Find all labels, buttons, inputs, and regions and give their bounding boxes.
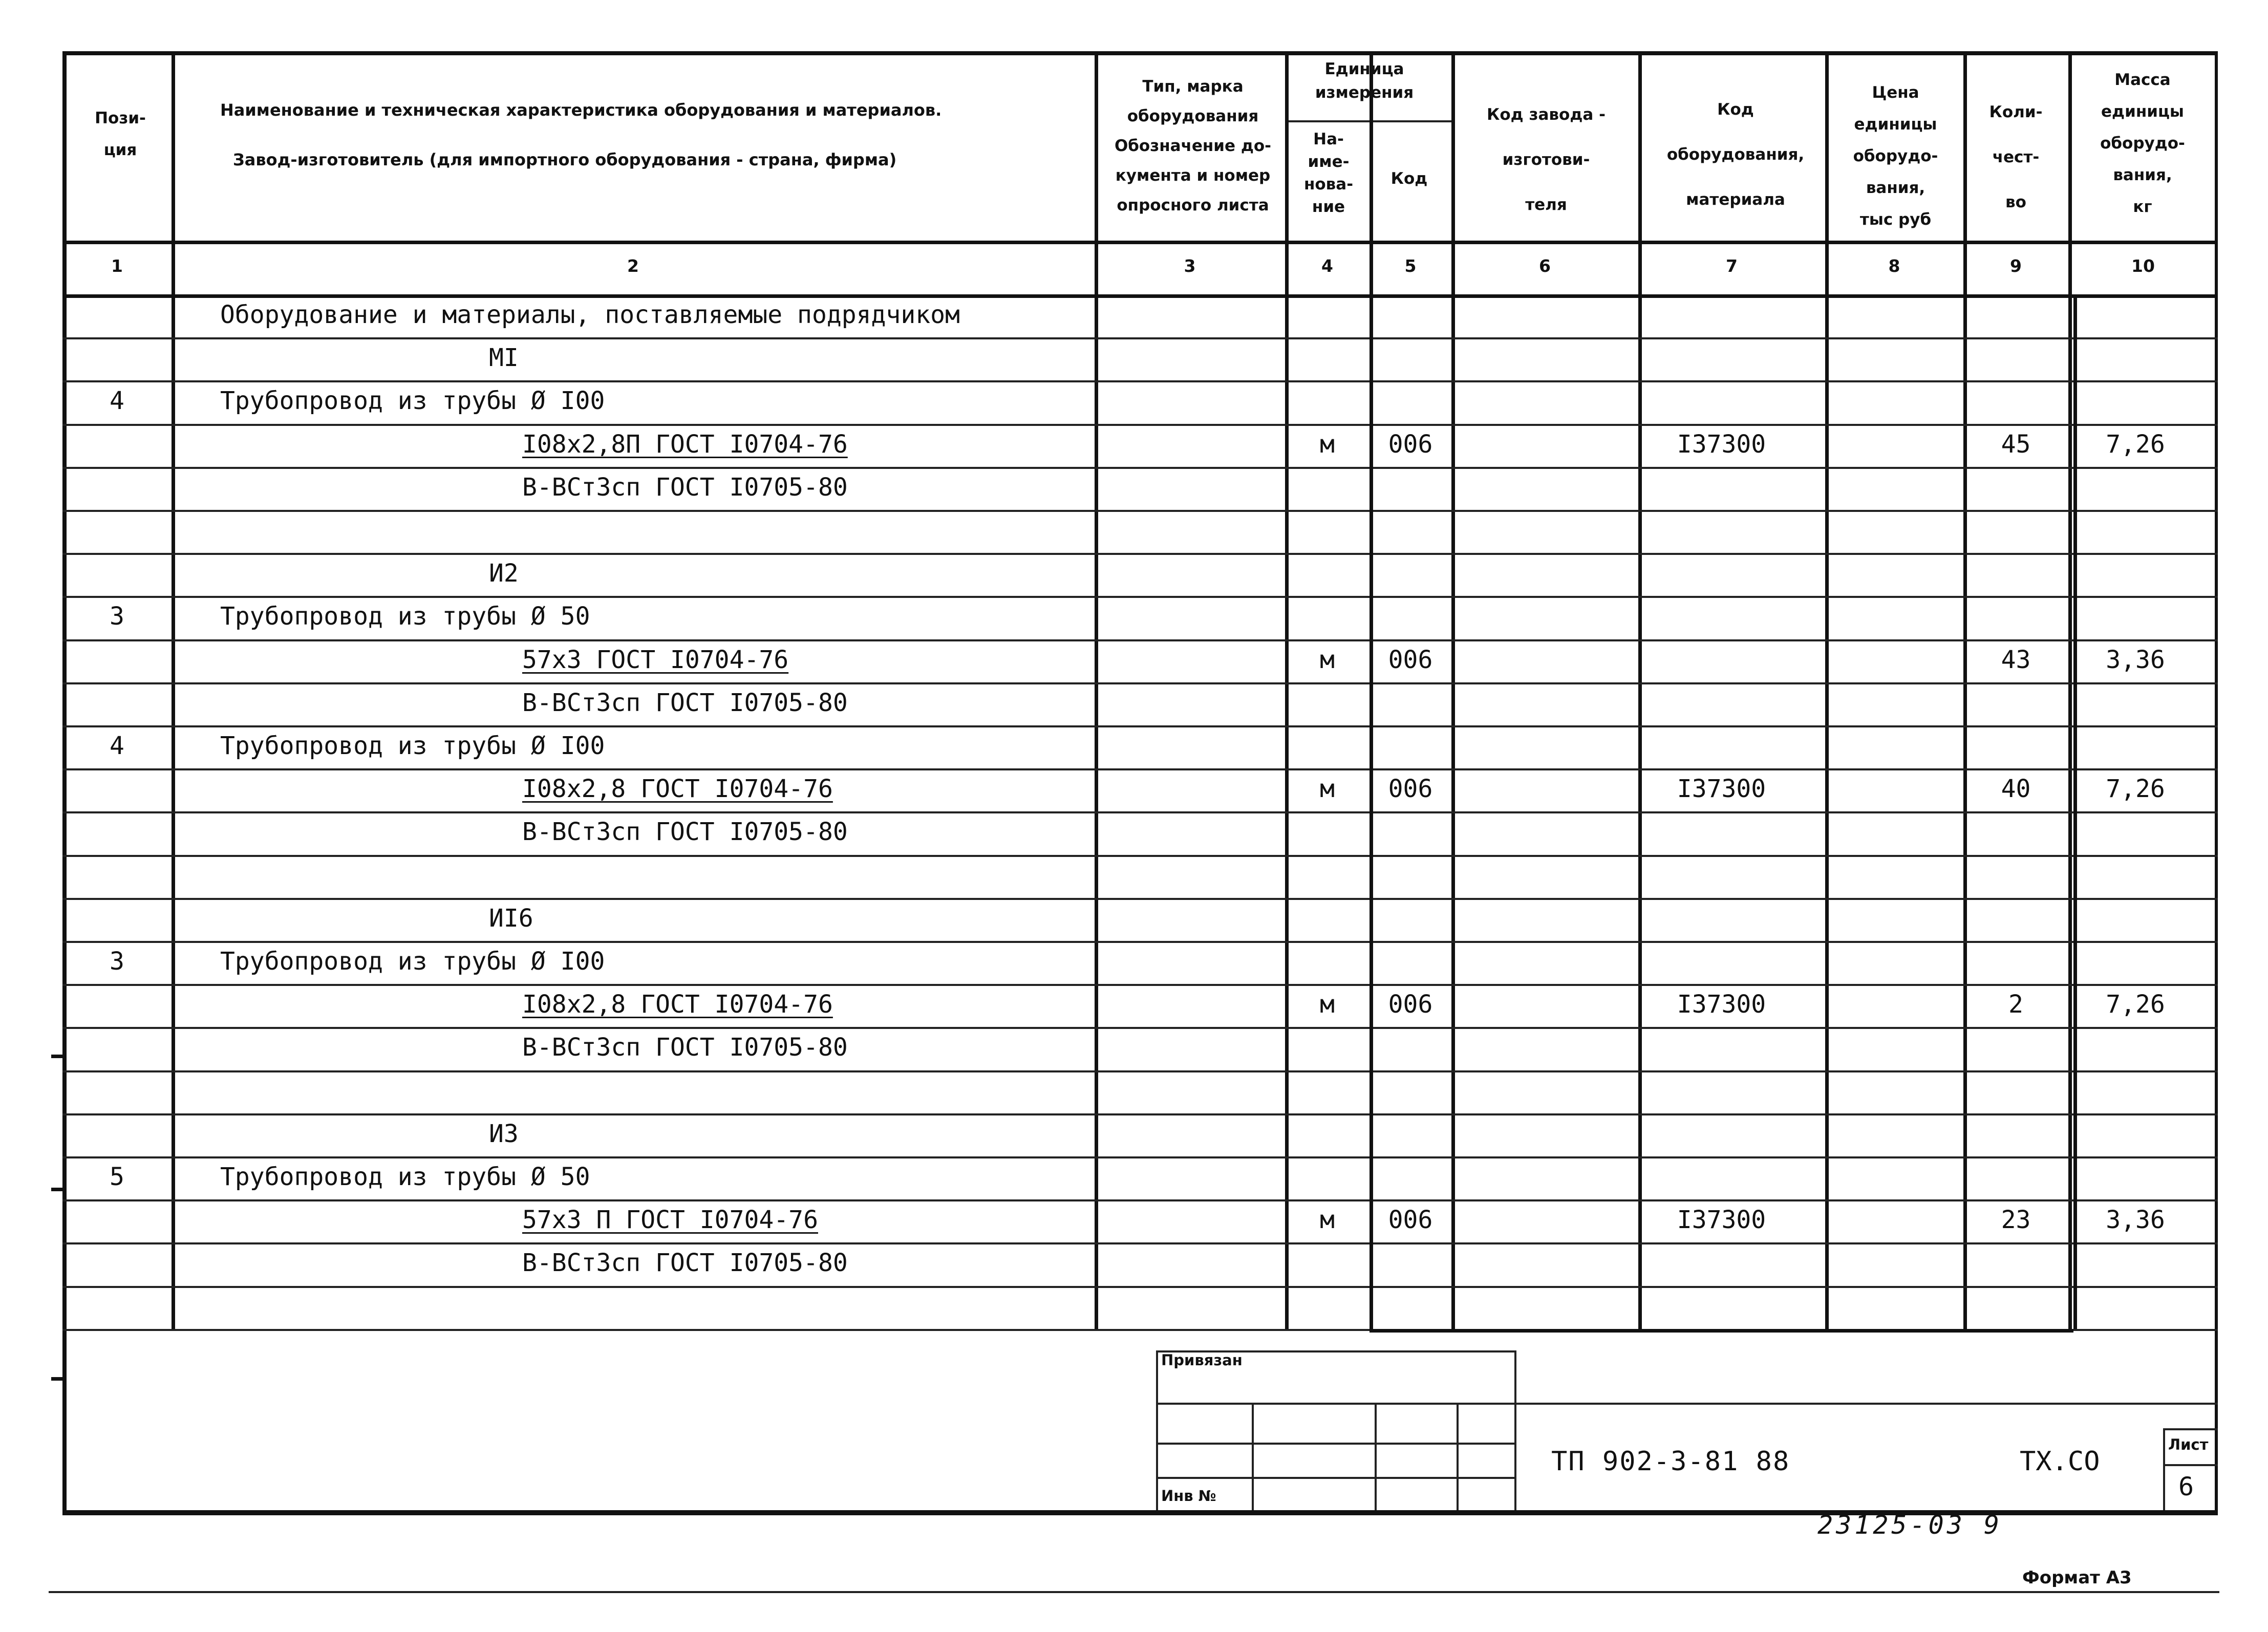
- row-name: В-ВСт3сп ГОСТ I0705-80: [522, 1033, 848, 1062]
- column-number: 1: [111, 256, 123, 276]
- grid-vline: [2163, 1428, 2165, 1510]
- row-position: 3: [110, 602, 124, 631]
- row-unit-code: 006: [1388, 1206, 1433, 1234]
- grid-hline: [62, 855, 2218, 857]
- grid-hline: [1370, 1329, 2073, 1333]
- header-quantity: Коли- чест- во: [1989, 103, 2043, 211]
- grid-vline: [1825, 51, 1829, 1329]
- stamp-privyazan: Привязан: [1161, 1351, 1243, 1369]
- grid-vline: [1095, 51, 1098, 1329]
- row-name: Оборудование и материалы, поставляемые подрядчиком: [220, 300, 960, 329]
- grid-hline: [62, 682, 2218, 684]
- row-position: 3: [110, 947, 124, 976]
- row-name: Трубопровод из трубы Ø 50: [220, 1163, 590, 1191]
- row-name: В-ВСт3сп ГОСТ I0705-80: [522, 1249, 848, 1277]
- stamp-inv: Инв №: [1161, 1487, 1216, 1505]
- row-name: В-ВСт3сп ГОСТ I0705-80: [522, 473, 848, 502]
- grid-hline: [49, 1591, 2219, 1593]
- row-name: I08x2,8 ГОСТ I0704-76: [522, 990, 833, 1019]
- row-name: Трубопровод из трубы Ø I00: [220, 732, 605, 760]
- grid-hline: [62, 1027, 2218, 1029]
- row-mass: 7,26: [2106, 430, 2165, 459]
- column-number: 8: [1888, 256, 1900, 276]
- row-quantity: 23: [2001, 1206, 2031, 1234]
- handwritten-number: 23125-03 9: [1817, 1510, 2003, 1540]
- column-number: 7: [1726, 256, 1738, 276]
- row-mass: 7,26: [2106, 990, 2165, 1019]
- grid-hline: [1370, 294, 2073, 298]
- row-name: Трубопровод из трубы Ø 50: [220, 602, 590, 631]
- stamp-sheet-label: Лист: [2168, 1436, 2209, 1453]
- grid-vline: [1375, 1403, 1377, 1510]
- row-name: В-ВСт3сп ГОСТ I0705-80: [522, 689, 848, 717]
- row-name: 57x3 ГОСТ I0704-76: [522, 646, 789, 674]
- grid-hline: [62, 380, 2218, 382]
- column-number: 3: [1184, 256, 1196, 276]
- row-position: 4: [110, 386, 124, 415]
- grid-hline: [62, 1242, 2218, 1244]
- grid-hline: [62, 1286, 2218, 1288]
- row-material-code: I37300: [1677, 990, 1766, 1019]
- header-unit-code: Код: [1390, 169, 1428, 188]
- row-unit: м: [1320, 430, 1335, 459]
- row-quantity: 45: [2001, 430, 2031, 459]
- header-mass: Масса единицы оборудо- вания, кг: [2100, 71, 2185, 216]
- row-unit-code: 006: [1388, 430, 1433, 459]
- column-number: 9: [2010, 256, 2022, 276]
- grid-hline: [62, 725, 2218, 727]
- grid-hline: [62, 639, 2218, 641]
- column-number: 2: [627, 256, 639, 276]
- grid-vline: [1457, 1403, 1459, 1510]
- grid-vline: [1252, 1403, 1254, 1510]
- row-unit: м: [1320, 990, 1335, 1019]
- grid-hline: [62, 1199, 2218, 1201]
- row-material-code: I37300: [1677, 775, 1766, 803]
- grid-hline: [62, 898, 2218, 900]
- grid-vline: [2068, 51, 2072, 1329]
- grid-hline: [1156, 1443, 1514, 1445]
- grid-hline: [62, 241, 2218, 244]
- row-mass: 3,36: [2106, 646, 2165, 674]
- row-name: И2: [489, 559, 519, 588]
- row-unit-code: 006: [1388, 775, 1433, 803]
- row-name: Трубопровод из трубы Ø I00: [220, 386, 605, 415]
- row-material-code: I37300: [1677, 430, 1766, 459]
- row-unit-code: 006: [1388, 990, 1433, 1019]
- header-price: Цена единицы оборудо- вания, тыс руб: [1853, 83, 1938, 229]
- stamp-doc-mark: ТХ.СО: [2020, 1446, 2100, 1477]
- grid-hline: [62, 510, 2218, 512]
- grid-hline: [62, 1070, 2218, 1072]
- row-name: I08x2,8 ГОСТ I0704-76: [522, 775, 833, 803]
- row-name: 57x3 П ГОСТ I0704-76: [522, 1206, 818, 1234]
- grid-hline: [51, 1377, 65, 1381]
- grid-hline: [62, 811, 2218, 813]
- grid-vline: [172, 51, 175, 1329]
- row-unit: м: [1320, 646, 1335, 674]
- grid-vline: [1963, 51, 1967, 1329]
- grid-hline: [62, 337, 2218, 339]
- header-name-line1: Наименование и техническая характеристика оборудования и материалов.: [220, 100, 942, 120]
- row-quantity: 2: [2008, 990, 2023, 1019]
- header-name-line2: Завод-изготовитель (для импортного оборудования - страна, фирма): [233, 150, 897, 169]
- grid-vline: [1514, 1350, 1516, 1510]
- row-name: ИI6: [489, 904, 533, 933]
- column-number: 6: [1539, 256, 1551, 276]
- grid-hline: [2163, 1428, 2218, 1430]
- grid-hline: [62, 424, 2218, 426]
- row-mass: 3,36: [2106, 1206, 2165, 1234]
- header-factory-code: Код завода - изготови- теля: [1487, 105, 1606, 214]
- grid-vline: [1156, 1350, 1158, 1510]
- grid-hline: [1514, 1403, 2218, 1405]
- column-number: 10: [2131, 256, 2155, 276]
- row-material-code: I37300: [1677, 1206, 1766, 1234]
- grid-hline: [62, 984, 2218, 986]
- grid-hline: [62, 1156, 2218, 1158]
- stamp-doc-code: ТП 902-3-81 88: [1551, 1446, 1790, 1477]
- row-unit: м: [1320, 775, 1335, 803]
- grid-hline: [2163, 1464, 2218, 1466]
- row-unit: м: [1320, 1206, 1335, 1234]
- grid-hline: [62, 596, 2218, 598]
- grid-hline: [62, 553, 2218, 555]
- row-name: I08x2,8П ГОСТ I0704-76: [522, 430, 848, 459]
- grid-hline: [62, 768, 2218, 770]
- row-position: 4: [110, 732, 124, 760]
- row-position: 5: [110, 1163, 124, 1191]
- grid-hline: [62, 467, 2218, 469]
- header-material-code: Код оборудования, материала: [1666, 100, 1805, 209]
- grid-hline: [62, 1113, 2218, 1115]
- header-position: Пози- ция: [95, 109, 146, 159]
- column-number: 5: [1404, 256, 1417, 276]
- format-label: Формат А3: [2022, 1567, 2132, 1588]
- header-type: Тип, марка оборудования Обозначение до- кумента и номер опросного листа: [1114, 77, 1272, 214]
- grid-hline: [51, 1055, 65, 1058]
- row-quantity: 40: [2001, 775, 2031, 803]
- header-unit-group: Единица измерения: [1315, 60, 1414, 102]
- row-mass: 7,26: [2106, 775, 2165, 803]
- grid-hline: [1156, 1403, 1514, 1405]
- grid-vline: [1285, 51, 1289, 1329]
- grid-hline: [1156, 1477, 1514, 1479]
- grid-hline: [1285, 120, 1451, 122]
- row-name: В-ВСт3сп ГОСТ I0705-80: [522, 818, 848, 846]
- stamp-sheet-number: 6: [2178, 1472, 2194, 1501]
- header-unit-name: На- име- нова- ние: [1303, 130, 1354, 216]
- column-number: 4: [1321, 256, 1333, 276]
- grid-vline: [1638, 51, 1642, 1329]
- grid-vline: [1451, 51, 1455, 1329]
- row-unit-code: 006: [1388, 646, 1433, 674]
- row-name: МI: [489, 343, 519, 372]
- row-quantity: 43: [2001, 646, 2031, 674]
- row-name: Трубопровод из трубы Ø I00: [220, 947, 605, 976]
- grid-hline: [62, 941, 2218, 943]
- row-name: И3: [489, 1120, 519, 1148]
